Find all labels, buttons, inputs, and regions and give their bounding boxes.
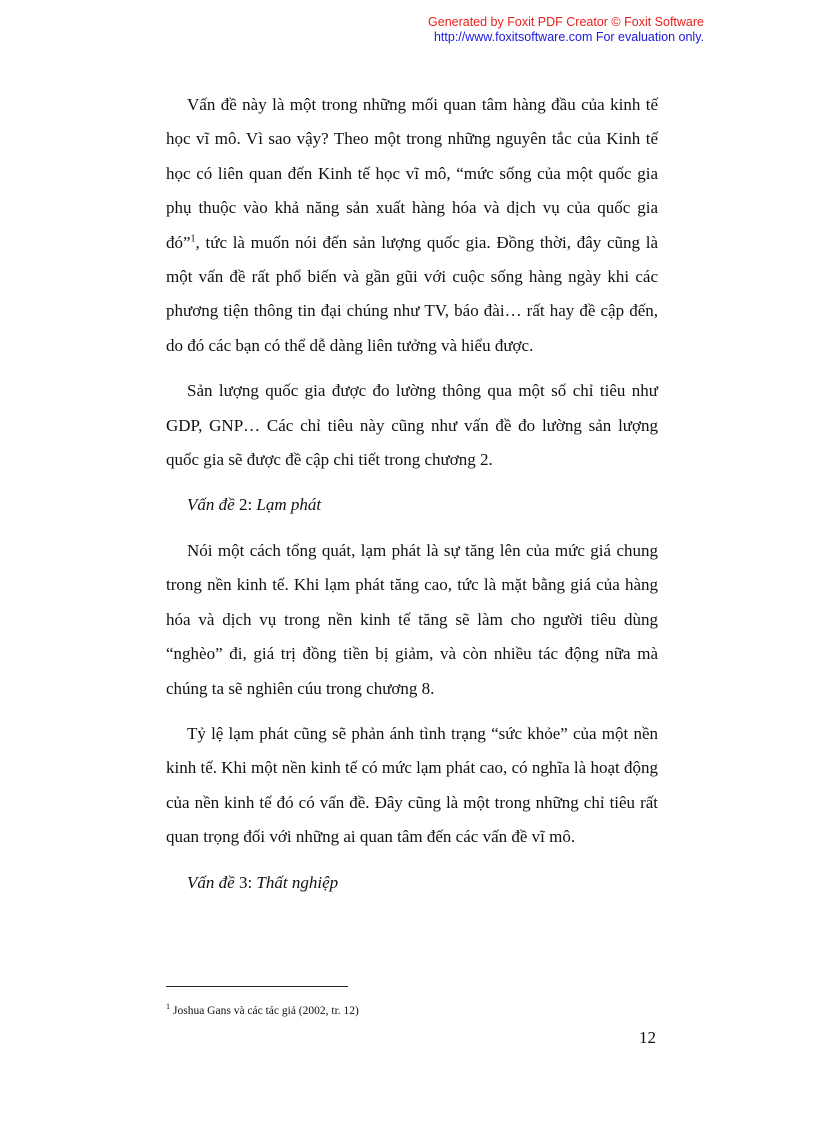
heading-3-title: Thất nghiệp: [256, 872, 339, 892]
paragraph-1: [166, 88, 658, 363]
footnote-divider: [166, 986, 348, 987]
watermark-line-2: http://www.foxitsoftware.com For evaluation only.: [433, 30, 704, 44]
page-number: 12: [639, 1028, 656, 1047]
paragraph-1-text-b: , tức là muốn nói đến sản lượng quốc gia. Đồng thời, đây cũng là một vấn đề rất phổ biến và gần gũi với cuộc sống hàng ngày khi các phương tiện thông tin đại chúng như TV, báo đài… rất hay đề cập đến, do đó các bạn có thể dễ dàng liên tưởng và hiểu được.: [166, 232, 658, 355]
footnote-marker: 1: [166, 1002, 170, 1012]
heading-2-label: Vấn đề: [187, 495, 239, 515]
heading-3-separator: :: [247, 872, 257, 892]
watermark-line-1: Generated by Foxit PDF Creator © Foxit Software: [428, 15, 704, 29]
paragraph-3: Nói một cách tổng quát, lạm phát là sự tăng lên của mức giá chung trong nền kinh tế. Khi lạm phát tăng cao, tức là mặt bằng giá của hàng hóa và dịch vụ trong nền kinh tế tăng sẽ làm cho người tiêu dùng “nghèo” đi, giá trị đồng tiền bị giảm, và còn nhiều tác động nữa mà chúng ta sẽ nghiên cúu trong chương 8.: [166, 540, 658, 698]
section-heading-3: [166, 866, 658, 900]
paragraph-1-text-a: Vấn đề này là một trong những mối quan tâm hàng đầu của kinh tế học vĩ mô. Vì sao vậy? Theo một trong những nguyên tắc của Kinh tế học có liên quan đến Kinh tế học vĩ mô, “mức sống của một quốc gia phụ thuộc vào khả năng sản xuất hàng hóa và dịch vụ của quốc gia đó”: [166, 95, 658, 252]
heading-2-number: 2: [238, 495, 248, 515]
paragraph-2: Sản lượng quốc gia được đo lường thông qua một số chỉ tiêu như GDP, GNP… Các chỉ tiêu này cũng như vấn đề đo lường sản lượng quốc gia sẽ được đề cập chi tiết trong chương 2.: [166, 381, 658, 470]
footnote: [166, 1004, 359, 1018]
heading-3-number: 3: [238, 872, 248, 892]
section-heading-2: [166, 488, 658, 522]
heading-2-separator: :: [247, 495, 257, 515]
footnote-text: Joshua Gans và các tác giả (2002, tr. 12): [173, 1005, 359, 1017]
heading-3-label: Vấn đề: [187, 872, 239, 892]
footnote-reference: 1: [190, 232, 196, 244]
foxit-watermark: [428, 15, 704, 45]
heading-2-title: Lạm phát: [256, 495, 322, 515]
paragraph-4: Tỷ lệ lạm phát cũng sẽ phản ánh tình trạng “sức khỏe” của một nền kinh tế. Khi một nền kinh tế có mức lạm phát cao, có nghĩa là hoạt động của nền kinh tế đó có vấn đề. Đây cũng là một trong những chỉ tiêu rất quan trọng đối với những ai quan tâm đến các vấn đề vĩ mô.: [166, 723, 658, 847]
page-body: [166, 88, 658, 900]
